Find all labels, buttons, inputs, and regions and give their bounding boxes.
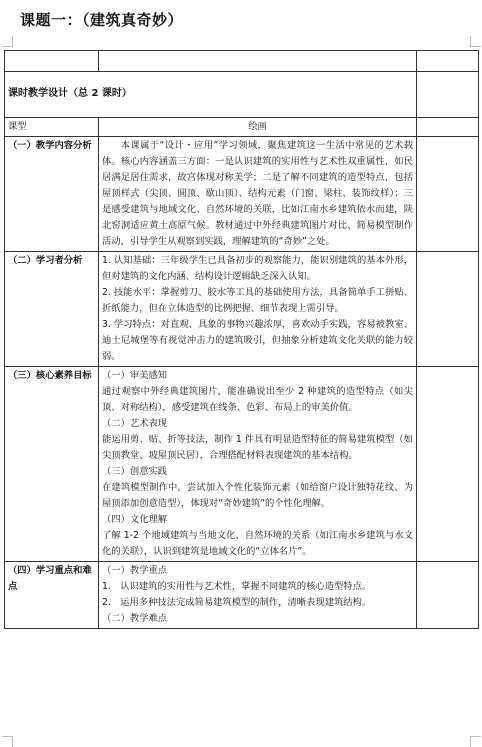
empty-cell — [5, 51, 99, 72]
section-title: 课时教学设计（总 2 课时） — [5, 72, 417, 118]
empty-cell — [417, 137, 479, 252]
table-row — [5, 562, 479, 629]
empty-cell — [417, 72, 479, 118]
empty-cell — [99, 51, 417, 72]
goal-text: 了解 1-2 个地域建筑与当地文化、自然环境的关系（如江南水乡建筑与水文化的关联），认识到建筑是地域文化的“立体名片”。 — [102, 530, 413, 557]
focus-item: 1. 认识建筑的实用性与艺术性，掌握不同建筑的核心造型特点。 — [102, 581, 372, 592]
difficulty-heading: （二）教学难点 — [102, 613, 168, 624]
page-title: 课题一：（建筑真奇妙） — [20, 11, 184, 29]
row-label: （三）核心素养目标 — [5, 367, 99, 562]
table-row — [5, 137, 479, 252]
goal-text: 在建筑模型制作中，尝试加入个性化装饰元素（如给窗户设计独特花纹、为屋顶添加创意造型），体现对“奇妙建筑”的个性化理解。 — [102, 482, 413, 509]
goal-heading: （二）艺术表现 — [102, 418, 168, 429]
empty-cell — [417, 51, 479, 72]
empty-cell — [417, 367, 479, 562]
header-cell-type: 课型 — [5, 118, 99, 137]
row-label: （二）学习者分析 — [5, 252, 99, 367]
table-row — [5, 72, 479, 118]
paragraph: 本课属于“设计・应用”学习领域，聚焦建筑这一生活中常见的艺术载体。核心内容涵盖三方面：一是认识建筑的实用性与艺术性双重属性，如民居满足居住需求，故宫体现对称美学；二是了解不同建筑的造型特点，包括屋顶样式（尖顶、圆顶、歇山顶）、结构元素（门窗、梁柱、装饰纹样）；三是感受建筑与地域文化、自然环境的关联，比如江南水乡建筑依水而建，陕北窑洞适应黄土高原气候。教材通过中外经典建筑图片对比、简易模型制作活动，引导学生从观察到实践，理解建筑的“奇妙”之处。 — [102, 140, 413, 247]
goal-text: 通过观察中外经典建筑图片，能准确说出至少 2 种建筑的造型特点（如尖顶、对称结构），感受建筑在线条、色彩、布局上的审美价值。 — [102, 386, 413, 413]
paragraph: 3. 学习特点：对直观、具象的事物兴趣浓厚，喜欢动手实践，容易被教室、迪士尼城堡等有视觉冲击力的建筑吸引，但抽象分析建筑文化关联的能力较弱。 — [102, 319, 413, 362]
crop-mark-top-left — [2, 36, 13, 47]
paragraph: 2. 技能水平：掌握剪刀、胶水等工具的基础使用方法，具备简单手工拼贴、折纸能力，但在立体造型的比例把握、细节表现上需引导。 — [102, 287, 413, 314]
crop-mark-bottom-left — [2, 736, 13, 747]
crop-mark-top-right — [470, 36, 481, 47]
crop-mark-bottom-right — [470, 736, 481, 747]
focus-heading: （一）教学重点 — [102, 565, 168, 576]
focus-item: 2. 运用多种技法完成简易建筑模型的制作，清晰表现建筑结构。 — [102, 597, 372, 608]
paragraph: 1. 认知基础：三年级学生已具备初步的观察能力，能识别建筑的基本外形，但对建筑的文化内涵、结构设计逻辑缺乏深入认知。 — [102, 255, 413, 282]
empty-cell — [417, 252, 479, 367]
empty-cell — [417, 562, 479, 629]
row-content — [99, 562, 417, 629]
goal-text: 能运用剪、贴、折等技法，制作 1 件具有明显造型特征的简易建筑模型（如尖顶教堂、坡屋顶民居），合理搭配材料表现建筑的基本结构。 — [102, 434, 413, 461]
row-content — [99, 252, 417, 367]
goal-heading: （三）创意实践 — [102, 466, 168, 477]
header-cell-value: 绘画 — [99, 118, 417, 137]
table-row — [5, 51, 479, 72]
table-row — [5, 118, 479, 137]
row-label: （四）学习重点和难点 — [5, 562, 99, 629]
goal-heading: （四）文化理解 — [102, 514, 168, 525]
row-content — [99, 137, 417, 252]
empty-cell — [417, 118, 479, 137]
table-row — [5, 252, 479, 367]
row-content — [99, 367, 417, 562]
row-label: （一）教学内容分析 — [5, 137, 99, 252]
table-row — [5, 367, 479, 562]
lesson-plan-table — [4, 50, 479, 629]
goal-heading: （一）审美感知 — [102, 370, 168, 381]
